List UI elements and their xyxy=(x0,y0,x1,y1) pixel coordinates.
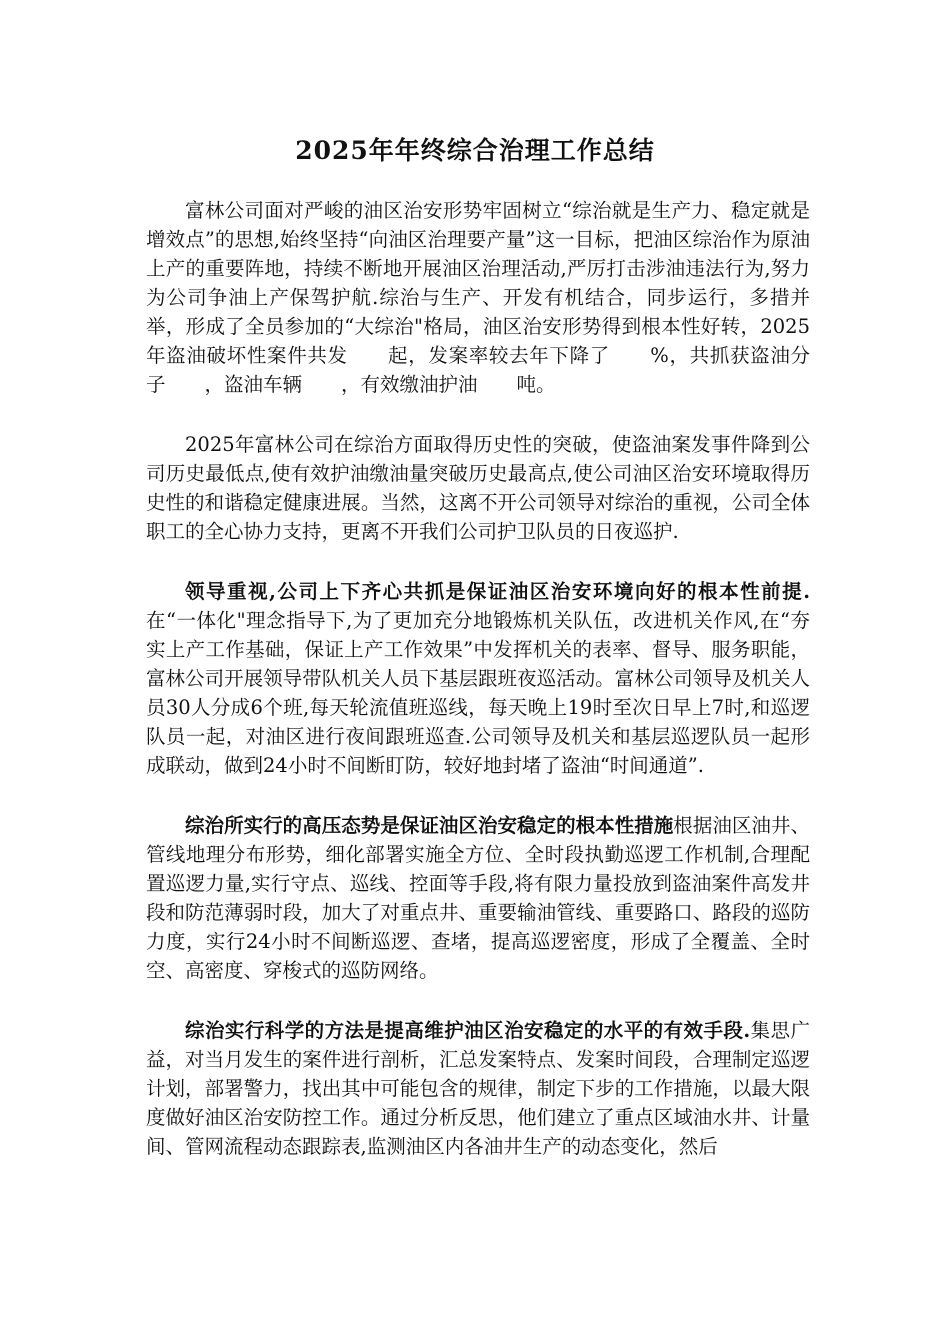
paragraph-breakthrough xyxy=(146,430,810,546)
paragraph-scientific-method xyxy=(146,1016,810,1161)
paragraph-text: 根据油区油井、管线地理分布形势，细化部署实施全方位、全时段执勤巡逻工作机制,合理配置巡逻力量,实行守点、巡线、控面等手段,将有限力量投放到盗油案件高发井段和防范薄弱时段，加大了对重点井、重要输油管线、重要路口、路段的巡防力度，实行24小时不间断巡逻、查堵，提高巡逻密度，形成了全覆盖、全时空、高密度、穿梭式的巡防网络。 xyxy=(146,814,810,982)
paragraph-text: 富林公司面对严峻的油区治安形势牢固树立“综治就是生产力、稳定就是增效点”的思想,始终坚持“向油区治理要产量”这一目标，把油区综治作为原油上产的重要阵地，持续不断地开展油区治理活动,严厉打击涉油违法行为,努力为公司争油上产保驾护航.综治与生产、开发有机结合，同步运行，多措并举，形成了全员参加的“大综治"格局，油区治安形势得到根本性好转，2025年盗油破坏性案件共发 起，发案率较去年下降了 %，共抓获盗油分子 ，盗油车辆 ，有效缴油护油 吨。 xyxy=(146,199,810,396)
paragraph-intro xyxy=(146,196,810,399)
paragraph-lead: 综治所实行的高压态势是保证油区治安稳定的根本性措施 xyxy=(185,814,674,837)
paragraph-lead: 综治实行科学的方法是提高维护油区治安稳定的水平的有效手段. xyxy=(185,1019,751,1042)
document-body xyxy=(146,196,810,1192)
paragraph-lead: 领导重视,公司上下齐心共抓是保证油区治安环境向好的根本性前提. xyxy=(185,580,810,603)
paragraph-text: 在“一体化"理念指导下,为了更加充分地锻炼机关队伍，改进机关作风,在“夯实上产工作基础，保证上产工作效果”中发挥机关的表率、督导、服务职能，富林公司开展领导带队机关人员下基层跟班夜巡活动。富林公司领导及机关人员30人分成6个班,每天轮流值班巡线，每天晚上19时至次日早上7时,和巡逻队员一起，对油区进行夜间跟班巡查.公司领导及机关和基层巡逻队员一起形成联动，做到24小时不间断盯防，较好地封堵了盗油“时间通道”. xyxy=(146,609,810,777)
paragraph-text: 2025年富林公司在综治方面取得历史性的突破，使盗油案发事件降到公司历史最低点,使有效护油缴油量突破历史最高点,使公司油区治安环境取得历史性的和谐稳定健康进展。当然，这离不开公司领导对综治的重视，公司全体职工的全心协力支持，更离不开我们公司护卫队员的日夜巡护. xyxy=(146,433,810,543)
paragraph-high-pressure xyxy=(146,811,810,985)
paragraph-text: 集思广益，对当月发生的案件进行剖析，汇总发案特点、发案时间段，合理制定巡逻计划，部署警力，找出其中可能包含的规律，制定下步的工作措施，以最大限度做好油区治安防控工作。通过分析反思，他们建立了重点区域油水井、计量间、管网流程动态跟踪表,监测油区内各油井生产的动态变化，然后 xyxy=(146,1019,810,1158)
paragraph-leadership xyxy=(146,577,810,780)
document-title: 2025年年终综合治理工作总结 xyxy=(295,136,655,165)
